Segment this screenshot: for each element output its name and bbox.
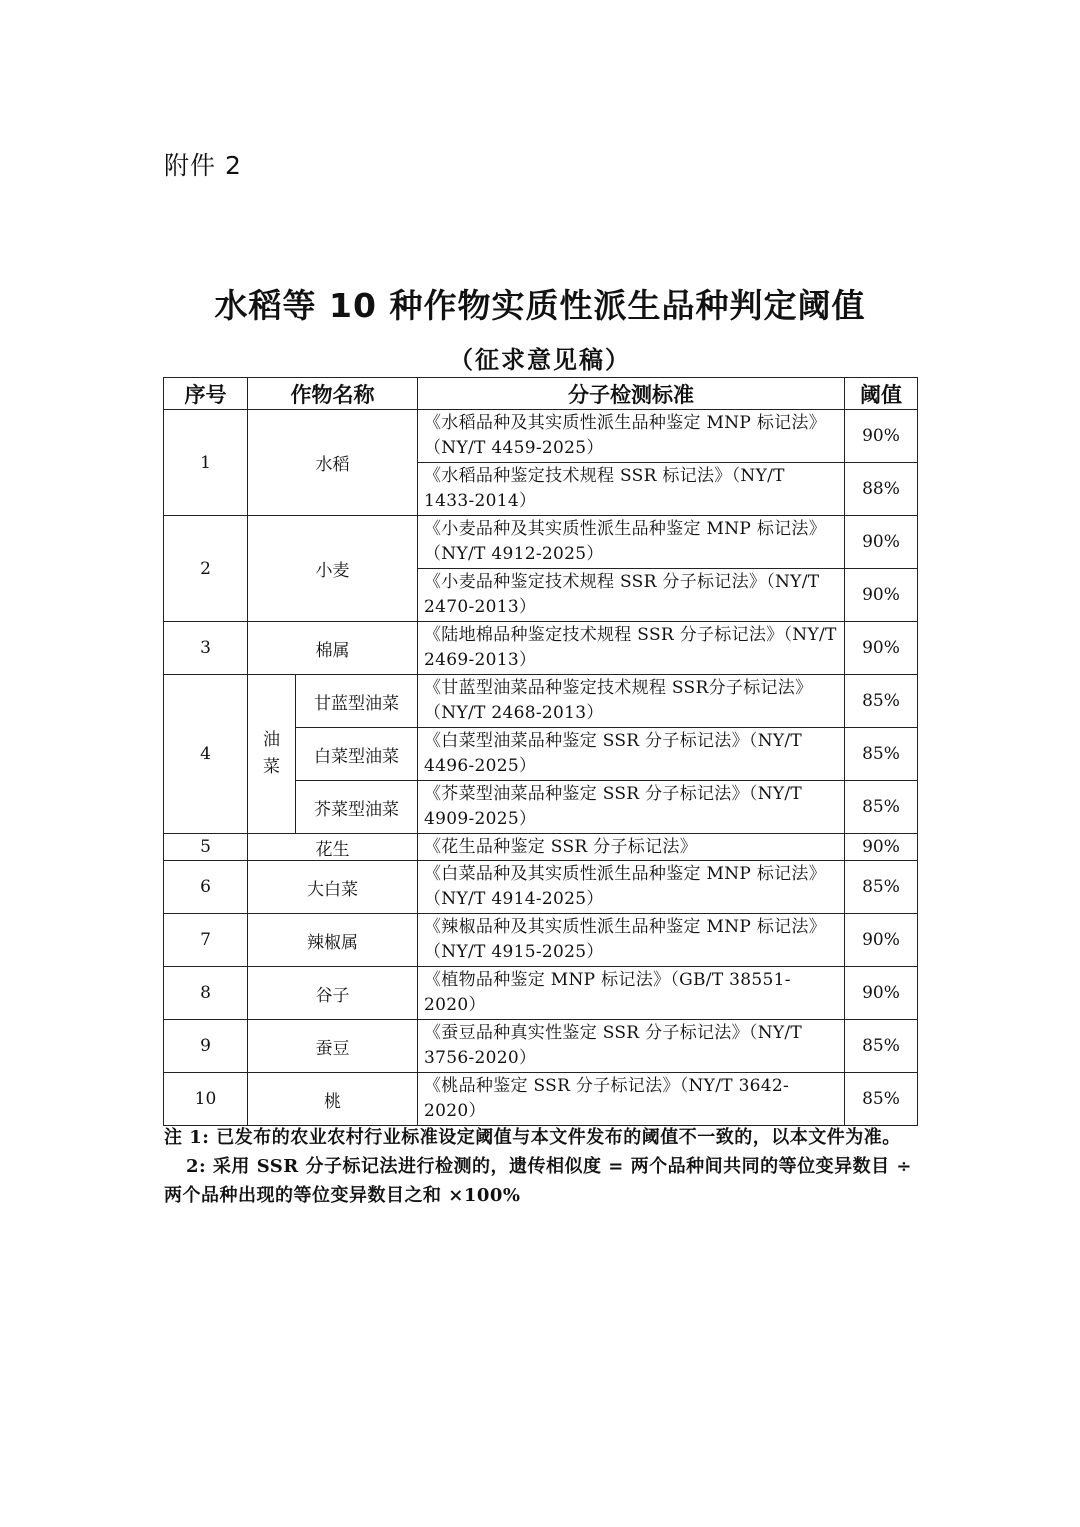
row-crop: 大白菜: [248, 861, 418, 914]
document-subtitle: （征求意见稿）: [449, 346, 631, 374]
row-standard: 《甘蓝型油菜品种鉴定技术规程 SSR分子标记法》（NY/T 2468-2013）: [418, 675, 845, 728]
row-seq: 4: [164, 675, 248, 834]
row-crop: 辣椒属: [248, 914, 418, 967]
note-2: 2: 采用 SSR 分子标记法进行检测的，遗传相似度 = 两个品种间共同的等位变异数目 ÷ 两个品种出现的等位变异数目之和 ×100%: [164, 1156, 912, 1206]
row-subtype: 芥菜型油菜: [296, 781, 418, 834]
row-crop: 油 菜: [263, 730, 280, 777]
table-row: [164, 834, 918, 861]
row-standard: 《植物品种鉴定 MNP 标记法》（GB/T 38551-2020）: [418, 967, 845, 1020]
table-row: [164, 967, 918, 1020]
row-threshold: 85%: [845, 781, 918, 834]
row-threshold: 88%: [845, 463, 918, 516]
row-seq: 1: [164, 410, 248, 516]
table-row: [164, 410, 918, 463]
row-standard: 《小麦品种及其实质性派生品种鉴定 MNP 标记法》（NY/T 4912-2025）: [418, 516, 845, 569]
notes-section: [164, 1123, 918, 1210]
row-crop: 棉属: [248, 622, 418, 675]
row-threshold: 90%: [845, 569, 918, 622]
row-threshold: 85%: [845, 861, 918, 914]
row-crop: 桃: [248, 1073, 418, 1126]
table-row: [164, 675, 918, 728]
table-row: [164, 861, 918, 914]
row-standard: 《白菜品种及其实质性派生品种鉴定 MNP 标记法》（NY/T 4914-2025）: [418, 861, 845, 914]
row-standard: 《白菜型油菜品种鉴定 SSR 分子标记法》（NY/T 4496-2025）: [418, 728, 845, 781]
table-row: [164, 622, 918, 675]
table-row: [164, 1073, 918, 1126]
row-threshold: 85%: [845, 728, 918, 781]
row-threshold: 90%: [845, 622, 918, 675]
document-title: 水稻等 10 种作物实质性派生品种判定阈值: [214, 286, 866, 325]
header-standard: 分子检测标准: [418, 378, 845, 410]
row-threshold: 85%: [845, 675, 918, 728]
row-crop: 谷子: [248, 967, 418, 1020]
row-threshold: 90%: [845, 516, 918, 569]
row-crop-vertical: [248, 675, 296, 834]
row-threshold: 90%: [845, 410, 918, 463]
header-seq: 序号: [164, 378, 248, 410]
table-row: [164, 516, 918, 569]
row-seq: 9: [164, 1020, 248, 1073]
row-crop: 蚕豆: [248, 1020, 418, 1073]
row-crop: 小麦: [248, 516, 418, 622]
row-seq: 10: [164, 1073, 248, 1126]
row-standard: 《芥菜型油菜品种鉴定 SSR 分子标记法》（NY/T 4909-2025）: [418, 781, 845, 834]
table-row: [164, 914, 918, 967]
row-standard: 《陆地棉品种鉴定技术规程 SSR 分子标记法》（NY/T 2469-2013）: [418, 622, 845, 675]
row-standard: 《桃品种鉴定 SSR 分子标记法》（NY/T 3642-2020）: [418, 1073, 845, 1126]
row-seq: 8: [164, 967, 248, 1020]
row-subtype: 白菜型油菜: [296, 728, 418, 781]
row-standard: 《蚕豆品种真实性鉴定 SSR 分子标记法》（NY/T 3756-2020）: [418, 1020, 845, 1073]
row-seq: 5: [164, 834, 248, 861]
row-threshold: 85%: [845, 1073, 918, 1126]
row-standard: 《小麦品种鉴定技术规程 SSR 分子标记法》（NY/T 2470-2013）: [418, 569, 845, 622]
threshold-table: [163, 377, 918, 1126]
row-standard: 《花生品种鉴定 SSR 分子标记法》: [418, 834, 845, 861]
row-threshold: 90%: [845, 914, 918, 967]
row-threshold: 90%: [845, 967, 918, 1020]
attachment-label: 附件 2: [164, 151, 242, 180]
header-crop: 作物名称: [248, 378, 418, 410]
row-crop: 花生: [248, 834, 418, 861]
row-seq: 7: [164, 914, 248, 967]
row-crop: 水稻: [248, 410, 418, 516]
table-header-row: [164, 378, 918, 410]
row-standard: 《水稻品种鉴定技术规程 SSR 标记法》（NY/T 1433-2014）: [418, 463, 845, 516]
row-standard: 《辣椒品种及其实质性派生品种鉴定 MNP 标记法》（NY/T 4915-2025）: [418, 914, 845, 967]
row-standard: 《水稻品种及其实质性派生品种鉴定 MNP 标记法》（NY/T 4459-2025）: [418, 410, 845, 463]
header-threshold: 阈值: [845, 378, 918, 410]
row-seq: 3: [164, 622, 248, 675]
row-threshold: 90%: [845, 834, 918, 861]
row-subtype: 甘蓝型油菜: [296, 675, 418, 728]
row-seq: 6: [164, 861, 248, 914]
note-1: 注 1: 已发布的农业农村行业标准设定阈值与本文件发布的阈值不一致的，以本文件为准。: [164, 1127, 901, 1148]
row-threshold: 85%: [845, 1020, 918, 1073]
table-row: [164, 1020, 918, 1073]
row-seq: 2: [164, 516, 248, 622]
